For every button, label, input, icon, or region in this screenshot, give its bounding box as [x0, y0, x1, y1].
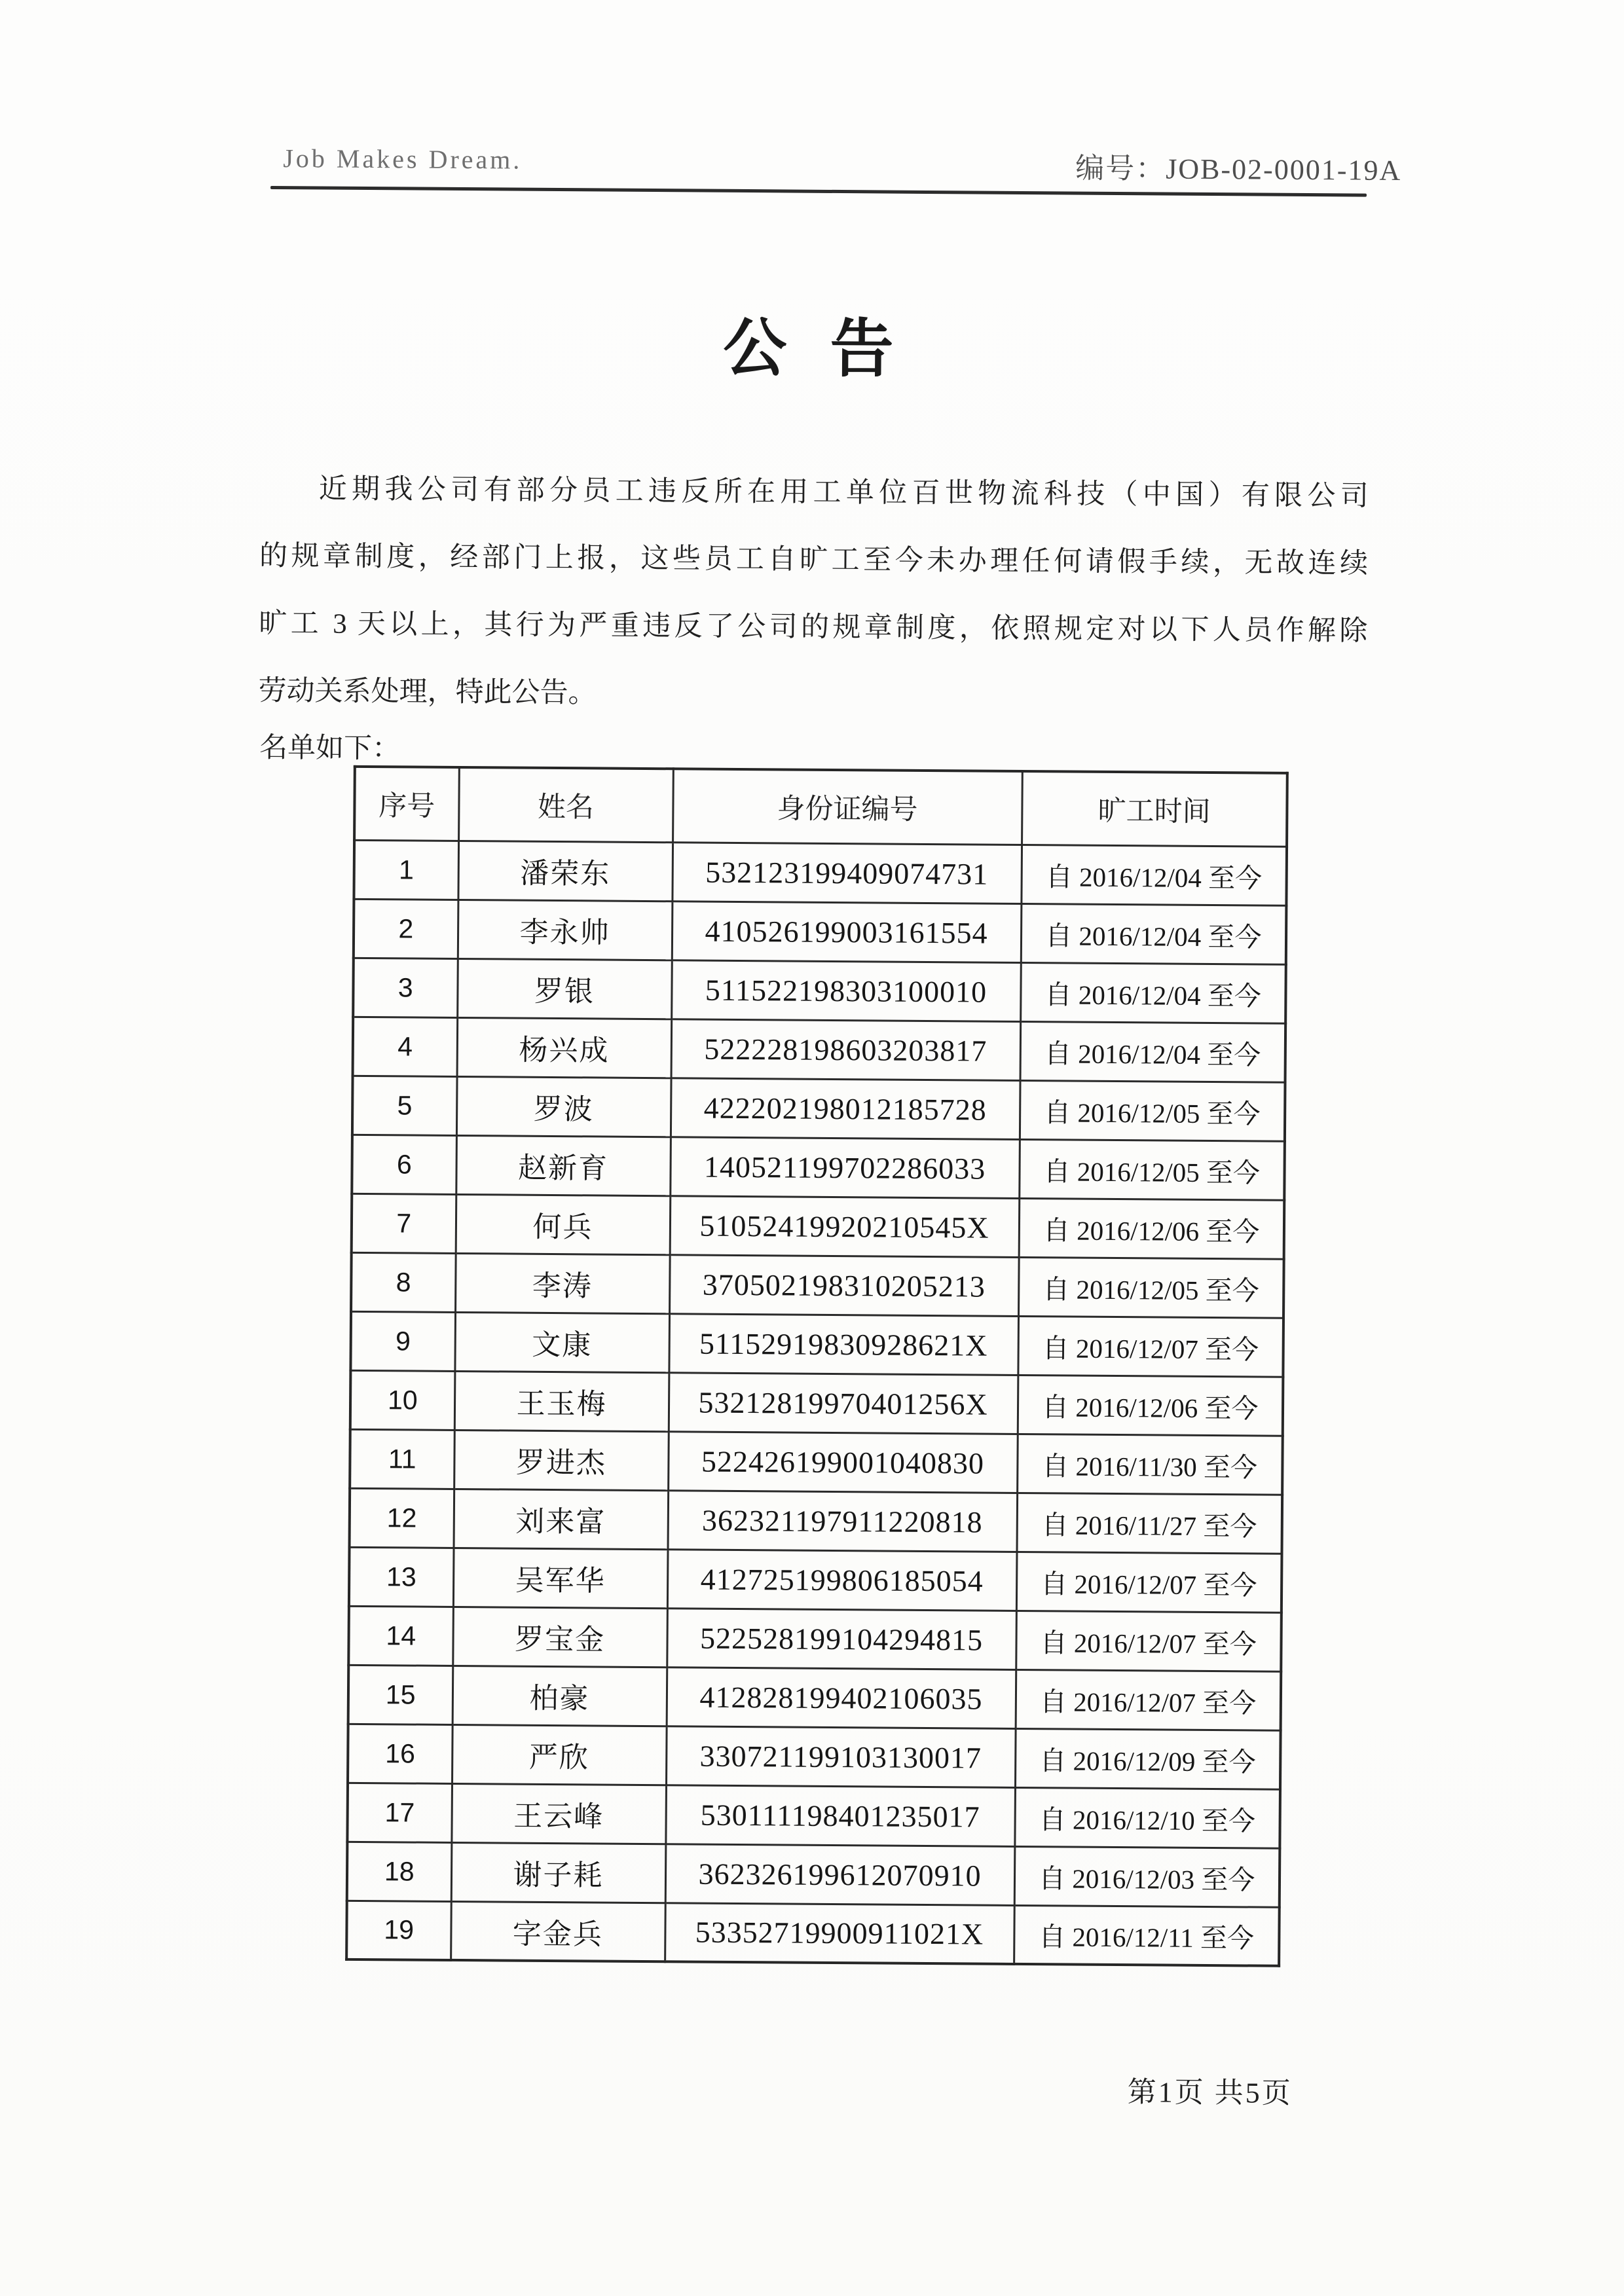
- cell-id: 511522198303100010: [671, 960, 1021, 1021]
- cell-date: 自 2016/12/07 至今: [1018, 1316, 1283, 1377]
- table-row: [348, 1606, 1282, 1671]
- cell-date: 自 2016/12/04 至今: [1020, 1021, 1286, 1082]
- table-body: [346, 840, 1287, 1966]
- cell-id: 422202198012185728: [671, 1078, 1020, 1139]
- announcement-paragraph: [258, 455, 1369, 733]
- cell-date: 自 2016/12/06 至今: [1018, 1375, 1283, 1436]
- table-row: [354, 899, 1287, 964]
- header-doc-number: 编号：JOB-02-0001-19A: [1075, 152, 1402, 187]
- cell-seq: 15: [348, 1665, 453, 1724]
- cell-seq: 5: [352, 1076, 457, 1135]
- cell-date: 自 2016/12/07 至今: [1016, 1611, 1282, 1671]
- cell-seq: 4: [353, 1017, 458, 1076]
- cell-seq: 6: [352, 1135, 456, 1194]
- cell-id: 370502198310205213: [669, 1254, 1019, 1316]
- cell-name: 李永帅: [458, 900, 673, 960]
- table-row: [353, 1017, 1286, 1082]
- cell-date: 自 2016/12/05 至今: [1020, 1080, 1285, 1141]
- paragraph-line: 劳动关系处理，特此公告。: [258, 675, 597, 709]
- cell-date: 自 2016/12/03 至今: [1014, 1846, 1280, 1907]
- cell-date: 自 2016/12/05 至今: [1018, 1257, 1284, 1318]
- cell-seq: 7: [352, 1194, 456, 1253]
- column-header-name: 姓名: [458, 767, 673, 842]
- cell-date: 自 2016/12/09 至今: [1015, 1728, 1281, 1789]
- cell-id: 53212819970401256X: [669, 1372, 1018, 1434]
- table-row: [350, 1370, 1283, 1436]
- cell-seq: 1: [354, 840, 458, 900]
- cell-name: 吴军华: [453, 1548, 668, 1608]
- cell-name: 文康: [454, 1312, 669, 1372]
- cell-id: 530111198401235017: [665, 1785, 1015, 1846]
- cell-seq: 12: [350, 1488, 454, 1548]
- cell-name: 王云峰: [451, 1783, 666, 1844]
- cell-name: 罗进杰: [454, 1430, 669, 1490]
- page-number: 第1页 共5页: [1127, 2076, 1293, 2109]
- cell-seq: 3: [353, 958, 458, 1017]
- cell-date: 自 2016/11/30 至今: [1017, 1434, 1283, 1495]
- cell-name: 谢子耗: [451, 1842, 666, 1903]
- cell-id: 362326199612070910: [665, 1844, 1015, 1905]
- cell-seq: 18: [347, 1842, 452, 1901]
- cell-id: 522228198603203817: [671, 1019, 1021, 1080]
- cell-id: 410526199003161554: [672, 901, 1022, 962]
- cell-name: 柏豪: [452, 1666, 667, 1726]
- cell-seq: 8: [351, 1252, 456, 1312]
- cell-name: 罗宝金: [452, 1607, 667, 1667]
- cell-id: 362321197911220818: [668, 1490, 1018, 1552]
- cell-name: 罗波: [456, 1076, 671, 1137]
- cell-seq: 11: [350, 1429, 454, 1489]
- cell-id: 51052419920210545X: [670, 1195, 1020, 1257]
- table-row: [353, 958, 1286, 1023]
- column-header-id: 身份证编号: [673, 769, 1022, 845]
- cell-name: 赵新育: [456, 1135, 671, 1195]
- cell-name: 字金兵: [451, 1901, 665, 1961]
- table-row: [347, 1842, 1280, 1907]
- cell-id: 522528199104294815: [667, 1608, 1016, 1669]
- paragraph-line: 旷工 3 天以上，其行为严重违反了公司的规章制度，依照规定对以下人员作解除: [259, 608, 1368, 647]
- column-header-seq: 序号: [354, 767, 459, 841]
- table-row: [352, 1135, 1285, 1200]
- cell-seq: 17: [347, 1783, 452, 1842]
- cell-name: 刘来富: [454, 1489, 669, 1549]
- table-row: [348, 1665, 1282, 1730]
- cell-date: 自 2016/12/04 至今: [1020, 962, 1286, 1023]
- cell-date: 自 2016/12/04 至今: [1021, 903, 1287, 964]
- table-row: [350, 1429, 1283, 1495]
- cell-name: 潘荣东: [458, 841, 673, 901]
- cell-id: 53352719900911021X: [665, 1903, 1014, 1964]
- table-row: [352, 1194, 1285, 1259]
- cell-id: 412828199402106035: [667, 1667, 1016, 1728]
- cell-seq: 19: [346, 1901, 451, 1960]
- cell-date: 自 2016/12/07 至今: [1016, 1552, 1282, 1613]
- cell-id: 51152919830928621X: [669, 1313, 1018, 1375]
- cell-id: 140521199702286033: [670, 1137, 1020, 1198]
- table-row: [348, 1724, 1281, 1789]
- header-divider-line: [270, 186, 1367, 197]
- table-row: [354, 840, 1287, 905]
- cell-name: 杨兴成: [457, 1017, 672, 1078]
- cell-name: 罗银: [457, 958, 672, 1019]
- cell-id: 532123199409074731: [672, 842, 1022, 903]
- cell-name: 李涛: [455, 1253, 670, 1313]
- cell-name: 严欣: [452, 1724, 667, 1785]
- cell-id: 330721199103130017: [666, 1726, 1016, 1787]
- table-row: [346, 1901, 1280, 1966]
- table-row: [351, 1252, 1284, 1318]
- absentee-table: [345, 765, 1289, 1967]
- cell-date: 自 2016/12/11 至今: [1014, 1905, 1280, 1966]
- cell-date: 自 2016/12/10 至今: [1014, 1787, 1280, 1848]
- cell-id: 522426199001040830: [668, 1431, 1018, 1493]
- column-header-date: 旷工时间: [1022, 771, 1287, 847]
- paragraph-line: 的规章制度，经部门上报，这些员工自旷工至今未办理任何请假手续，无故连续: [259, 540, 1369, 579]
- paragraph-line: 近期我公司有部分员工违反所在用工单位百世物流科技（中国）有限公司: [318, 473, 1369, 512]
- list-intro-label: 名单如下：: [259, 732, 401, 765]
- header-slogan: Job Makes Dream.: [283, 143, 523, 175]
- cell-seq: 10: [350, 1370, 455, 1430]
- table-row: [350, 1311, 1283, 1377]
- page-title: 公 告: [722, 313, 899, 385]
- cell-date: 自 2016/12/04 至今: [1021, 845, 1287, 905]
- table-row: [349, 1547, 1282, 1613]
- table-row: [347, 1783, 1280, 1848]
- cell-seq: 16: [348, 1724, 452, 1783]
- table-header-row: [354, 767, 1287, 847]
- cell-seq: 2: [354, 899, 458, 958]
- cell-seq: 14: [348, 1606, 453, 1666]
- cell-seq: 13: [349, 1547, 454, 1607]
- table-head: [354, 767, 1287, 847]
- cell-date: 自 2016/12/05 至今: [1019, 1139, 1285, 1200]
- cell-seq: 9: [350, 1311, 455, 1371]
- cell-name: 何兵: [456, 1194, 671, 1254]
- cell-date: 自 2016/12/06 至今: [1019, 1198, 1285, 1259]
- cell-id: 412725199806185054: [667, 1549, 1017, 1611]
- table-row: [350, 1488, 1283, 1554]
- cell-date: 自 2016/11/27 至今: [1017, 1493, 1283, 1554]
- cell-name: 王玉梅: [454, 1371, 669, 1431]
- table-row: [352, 1076, 1285, 1141]
- cell-date: 自 2016/12/07 至今: [1016, 1669, 1282, 1730]
